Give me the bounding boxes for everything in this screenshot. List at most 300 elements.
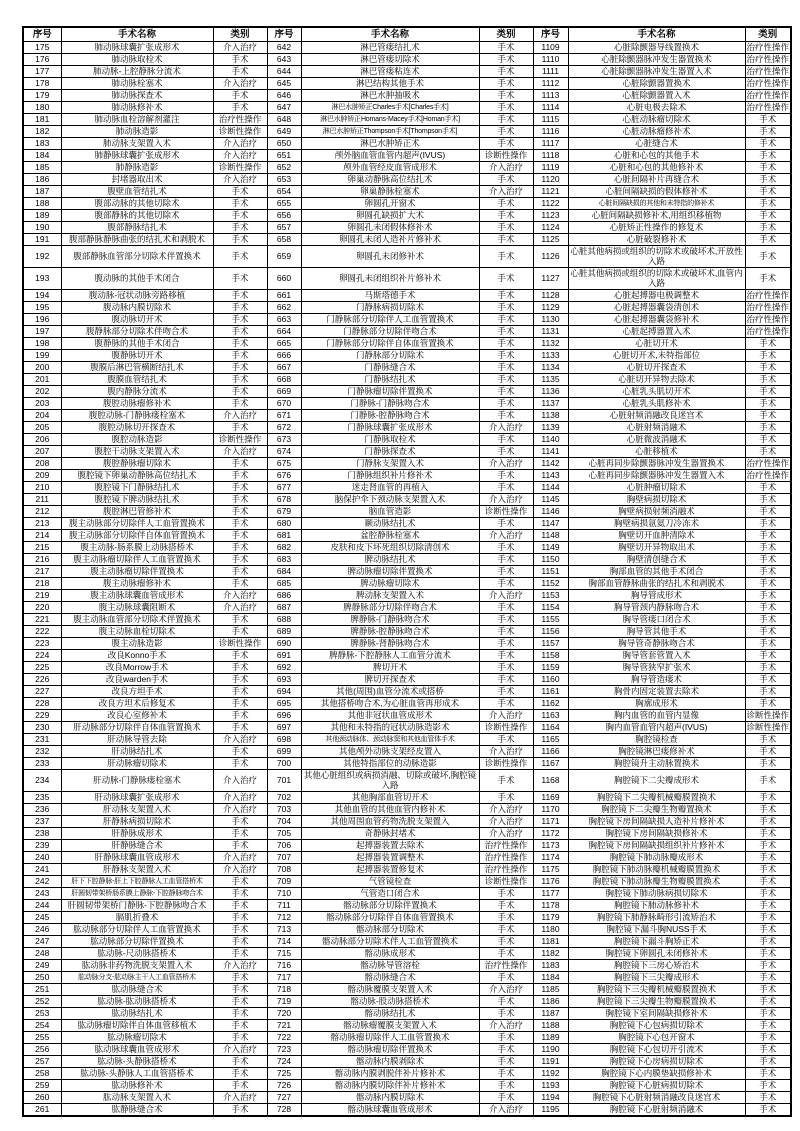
cell-procedure-name: 腹部动脉的其他切除术 (61, 198, 213, 210)
cell-procedure-name: 胸腔镜下三尖瓣成形术 (568, 972, 745, 984)
table-row (23, 386, 791, 398)
cell-category: 手术 (213, 948, 267, 960)
cell-procedure-name: 腹动脉内膜切除术 (61, 302, 213, 314)
cell-procedure-name: 改良warden手术 (61, 674, 213, 686)
cell-seq-number: 712 (267, 912, 301, 924)
table-row (23, 302, 791, 314)
cell-category: 诊断性操作 (479, 150, 533, 162)
cell-seq-number: 709 (267, 876, 301, 888)
cell-procedure-name: 心脏缝合术 (568, 138, 745, 150)
cell-category: 手术 (213, 698, 267, 710)
cell-seq-number: 707 (267, 852, 301, 864)
cell-category: 手术 (745, 816, 791, 828)
cell-category: 手术 (745, 434, 791, 446)
cell-category: 手术 (213, 686, 267, 698)
table-row (23, 1068, 791, 1080)
cell-category: 手术 (213, 338, 267, 350)
cell-procedure-name: 卵圆孔未闭组织补片修补术 (301, 268, 479, 290)
table-row (23, 150, 791, 162)
table-row (23, 722, 791, 734)
cell-procedure-name: 心脏破裂修补术 (568, 234, 745, 246)
cell-category: 手术 (213, 924, 267, 936)
cell-seq-number: 221 (23, 614, 61, 626)
cell-procedure-name: 心脏除颤器导线置换术 (568, 42, 745, 54)
cell-category: 手术 (479, 222, 533, 234)
cell-category: 治疗性操作 (479, 960, 533, 972)
cell-seq-number: 204 (23, 410, 61, 422)
cell-category: 手术 (745, 554, 791, 566)
cell-procedure-name: 胸壁病损射频消融术 (568, 506, 745, 518)
table-row (23, 210, 791, 222)
cell-seq-number: 656 (267, 210, 301, 222)
cell-seq-number: 1169 (533, 792, 568, 804)
cell-category: 治疗性操作 (746, 102, 790, 112)
cell-seq-number: 646 (267, 90, 301, 102)
cell-category: 手术 (745, 746, 791, 758)
cell-category: 手术 (213, 198, 267, 210)
cell-procedure-name: 腹内静脉分流术 (61, 386, 213, 398)
table-row (23, 518, 791, 530)
cell-category: 手术 (213, 996, 267, 1008)
cell-category: 手术 (213, 554, 267, 566)
cell-category: 手术 (745, 758, 791, 770)
cell-seq-number: 686 (267, 590, 301, 602)
cell-procedure-name: 髂动脉瘤切除伴置换术 (301, 1044, 479, 1056)
cell-seq-number: 1189 (533, 1032, 568, 1044)
cell-seq-number: 661 (267, 290, 301, 302)
cell-category: 手术 (479, 174, 533, 186)
cell-category: 手术 (745, 626, 791, 638)
cell-seq-number: 1154 (533, 602, 568, 614)
cell-seq-number: 188 (23, 198, 61, 210)
cell-procedure-name: 心脏肿瘤切除术 (568, 482, 745, 494)
cell-procedure-name: 胸腔镜下心包病损切除术 (568, 1020, 745, 1032)
cell-category: 手术 (479, 314, 533, 326)
cell-procedure-name: 胸腔镜下二尖瓣成形术 (568, 770, 745, 792)
cell-category: 介入治疗 (479, 422, 533, 434)
cell-procedure-name: 肺静脉造影 (61, 162, 213, 174)
cell-category: 手术 (213, 398, 267, 410)
cell-procedure-name: 改良Morrow手术 (61, 662, 213, 674)
cell-procedure-name: 肱动脉瘤切除术 (61, 1032, 213, 1044)
cell-seq-number: 259 (23, 1080, 61, 1092)
cell-procedure-name: 胸廓成形术 (568, 698, 745, 710)
table-row (23, 650, 791, 662)
cell-category: 治疗性操作 (746, 314, 790, 324)
cell-category: 手术 (479, 888, 533, 900)
table-row (23, 900, 791, 912)
cell-procedure-name: 脑保护伞下颈动脉支架置入术 (301, 494, 479, 506)
table-row (23, 792, 791, 804)
cell-procedure-name: 腹主动脉血管部分切除术伴置换术 (61, 614, 213, 626)
table-row (23, 758, 791, 770)
cell-procedure-name: 门静脉组织补片修补术 (301, 470, 479, 482)
table-row (23, 42, 791, 54)
cell-seq-number: 696 (267, 710, 301, 722)
cell-seq-number: 671 (267, 410, 301, 422)
cell-procedure-name: 肺动脉修补术 (61, 102, 213, 114)
cell-category: 手术 (745, 1008, 791, 1020)
cell-seq-number: 677 (267, 482, 301, 494)
cell-seq-number: 642 (267, 42, 301, 54)
cell-seq-number: 1193 (533, 1080, 568, 1092)
cell-seq-number: 672 (267, 422, 301, 434)
cell-procedure-name: 胸腔镜下漏斗胸矫正术 (568, 936, 745, 948)
cell-category: 手术 (213, 1080, 267, 1092)
cell-category: 手术 (213, 542, 267, 554)
cell-category: 手术 (745, 494, 791, 506)
table-row (23, 268, 791, 290)
cell-category: 介入治疗 (479, 458, 533, 470)
cell-procedure-name: 肱动脉-尺动脉搭桥术 (61, 948, 213, 960)
cell-procedure-name: 其他颈动脉体、颈动脉窦和其他血管体手术 (301, 734, 479, 746)
cell-procedure-name: 胸腔镜下卵圆孔未闭修补术 (568, 948, 745, 960)
table-row (23, 864, 791, 876)
cell-seq-number: 1109 (533, 42, 568, 54)
cell-category: 手术 (213, 722, 267, 734)
cell-category: 手术 (213, 530, 267, 542)
cell-category: 介入治疗 (479, 162, 533, 174)
cell-procedure-name: 腹部静脉结扎术 (61, 222, 213, 234)
cell-seq-number: 701 (267, 770, 301, 792)
cell-seq-number: 676 (267, 470, 301, 482)
cell-seq-number: 1160 (533, 674, 568, 686)
cell-seq-number: 183 (23, 138, 61, 150)
cell-seq-number: 195 (23, 302, 61, 314)
cell-procedure-name: 心脏起搏器囊袋清创术 (568, 302, 745, 314)
table-row (23, 554, 791, 566)
cell-category: 手术 (213, 626, 267, 638)
table-row (23, 698, 791, 710)
cell-category: 手术 (479, 554, 533, 566)
cell-category: 手术 (745, 268, 791, 290)
cell-procedure-name: 胸腔镜下二尖瓣生物瓣置换术 (568, 804, 745, 816)
cell-seq-number: 1112 (533, 78, 568, 90)
cell-procedure-name: 腹主动脉-肠系膜上动脉搭桥术 (61, 542, 213, 554)
cell-procedure-name: 肺动脉探查术 (61, 90, 213, 102)
header-row (23, 27, 791, 42)
cell-procedure-name: 脾静脉-下腔静脉人工血管分流术 (301, 650, 479, 662)
column-header: 类别 (213, 27, 267, 42)
cell-procedure-name: 迷走肾血管的再植入 (301, 482, 479, 494)
cell-category: 手术 (745, 960, 791, 972)
cell-category: 介入治疗 (479, 590, 533, 602)
cell-seq-number: 243 (23, 888, 61, 900)
cell-procedure-name: 肝静脉缝合术 (61, 840, 213, 852)
cell-category: 手术 (479, 198, 533, 210)
cell-category: 介入治疗 (213, 174, 267, 186)
cell-procedure-name: 心脏乳头肌修补术 (568, 398, 745, 410)
cell-procedure-name: 肝下下腔静脉-肝上下腔静脉人工血管搭桥术 (61, 876, 213, 888)
cell-category: 手术 (213, 458, 267, 470)
cell-seq-number: 1163 (533, 710, 568, 722)
cell-category: 手术 (745, 936, 791, 948)
table-row (23, 816, 791, 828)
cell-procedure-name: 胸腔镜下心包开窗术 (568, 1032, 745, 1044)
cell-seq-number: 718 (267, 984, 301, 996)
cell-category: 手术 (745, 852, 791, 864)
cell-seq-number: 722 (267, 1032, 301, 1044)
cell-procedure-name: 其他周围血管药物洗脱支架置入 (301, 816, 479, 828)
cell-category: 手术 (479, 650, 533, 662)
table-row (23, 314, 791, 326)
cell-category: 手术 (479, 398, 533, 410)
cell-procedure-name: 胸腔镜下二尖瓣机械瓣膜置换术 (568, 792, 745, 804)
table-row (23, 936, 791, 948)
cell-category: 介入治疗 (213, 770, 267, 792)
cell-category: 手术 (745, 386, 791, 398)
cell-seq-number: 238 (23, 828, 61, 840)
cell-seq-number: 663 (267, 314, 301, 326)
cell-procedure-name: 其他和未特指的冠状动脉造影术 (301, 722, 479, 734)
cell-category: 手术 (745, 446, 791, 458)
cell-category: 手术 (745, 186, 791, 198)
cell-procedure-name: 腹主动脉部分切除伴自体血管置换术 (61, 530, 213, 542)
cell-category: 手术 (479, 470, 533, 482)
cell-category: 手术 (479, 602, 533, 614)
cell-procedure-name: 髂动脉-股动脉搭桥术 (301, 996, 479, 1008)
cell-category: 手术 (745, 674, 791, 686)
cell-seq-number: 664 (267, 326, 301, 338)
cell-procedure-name: 腹动脉切开术 (61, 314, 213, 326)
table-row (23, 912, 791, 924)
cell-category: 手术 (213, 1056, 267, 1068)
cell-seq-number: 1129 (533, 302, 568, 314)
cell-procedure-name: 改良方坦手术 (61, 686, 213, 698)
cell-seq-number: 184 (23, 150, 61, 162)
cell-category: 手术 (479, 936, 533, 948)
cell-procedure-name: 盆腔静脉栓塞术 (301, 530, 479, 542)
cell-seq-number: 678 (267, 494, 301, 506)
cell-seq-number: 1141 (533, 446, 568, 458)
cell-seq-number: 720 (267, 1008, 301, 1020)
cell-seq-number: 650 (267, 138, 301, 150)
cell-seq-number: 1134 (533, 362, 568, 374)
cell-category: 手术 (745, 590, 791, 602)
cell-seq-number: 724 (267, 1056, 301, 1068)
cell-seq-number: 697 (267, 722, 301, 734)
cell-category: 介入治疗 (479, 746, 533, 758)
cell-seq-number: 1135 (533, 374, 568, 386)
cell-procedure-name: 气管镜检查 (301, 876, 479, 888)
column-header: 序号 (23, 27, 61, 42)
cell-category: 手术 (213, 650, 267, 662)
cell-procedure-name: 腹腔动脉造影 (61, 434, 213, 446)
cell-seq-number: 665 (267, 338, 301, 350)
cell-procedure-name: 胸腔镜下心包切开引流术 (568, 1044, 745, 1056)
cell-seq-number: 706 (267, 840, 301, 852)
cell-category: 手术 (213, 900, 267, 912)
cell-procedure-name: 腹部静脉血管部分切除术伴置换术 (61, 246, 213, 268)
cell-category: 治疗性操作 (479, 840, 533, 852)
cell-category: 治疗性操作 (746, 66, 790, 76)
cell-procedure-name: 心脏电极去除术 (568, 102, 745, 114)
cell-procedure-name: 其他特指部位的动脉造影 (301, 758, 479, 770)
table-row (23, 470, 791, 482)
cell-seq-number: 215 (23, 542, 61, 554)
table-row (23, 770, 791, 792)
cell-seq-number: 254 (23, 1020, 61, 1032)
cell-procedure-name: 胸部血管静脉曲张的结扎术和剥脱术 (568, 578, 745, 590)
cell-seq-number: 236 (23, 804, 61, 816)
cell-category: 诊断性操作 (213, 434, 267, 446)
cell-procedure-name: 髂动脉部分切除伴自体血管置换术 (301, 912, 479, 924)
cell-procedure-name: 颅外脑血管血管内超声(IVUS) (301, 150, 479, 162)
cell-category: 介入治疗 (213, 1044, 267, 1056)
cell-procedure-name: 肱动脉部分切除伴人工血管置换术 (61, 924, 213, 936)
cell-category: 手术 (479, 1008, 533, 1020)
cell-procedure-name: 肺动脉取栓术 (61, 54, 213, 66)
table-row (23, 662, 791, 674)
cell-category: 介入治疗 (479, 186, 533, 198)
cell-procedure-name: 胸导管瘘口闭合术 (568, 614, 745, 626)
cell-category: 手术 (745, 222, 791, 234)
cell-seq-number: 700 (267, 758, 301, 770)
cell-category: 诊断性操作 (479, 506, 533, 518)
cell-procedure-name: 肝动脉部分切除伴自体血管置换术 (61, 722, 213, 734)
table-row (23, 66, 791, 78)
cell-seq-number: 239 (23, 840, 61, 852)
cell-seq-number: 666 (267, 350, 301, 362)
cell-seq-number: 228 (23, 698, 61, 710)
cell-category: 手术 (213, 90, 267, 102)
table-header (23, 27, 791, 42)
cell-seq-number: 683 (267, 554, 301, 566)
cell-category: 手术 (213, 386, 267, 398)
cell-seq-number: 723 (267, 1044, 301, 1056)
cell-procedure-name: 改良方坦术后修复术 (61, 698, 213, 710)
cell-category: 手术 (745, 542, 791, 554)
cell-category: 诊断性操作 (479, 876, 533, 888)
cell-category: 手术 (745, 876, 791, 888)
cell-category: 手术 (213, 710, 267, 722)
table-row (23, 1008, 791, 1020)
cell-seq-number: 235 (23, 792, 61, 804)
table-row (23, 222, 791, 234)
cell-procedure-name: 封堵器取出术 (61, 174, 213, 186)
cell-seq-number: 644 (267, 66, 301, 78)
cell-category: 手术 (745, 518, 791, 530)
cell-category: 手术 (479, 792, 533, 804)
cell-category: 手术 (745, 482, 791, 494)
cell-procedure-name: 胸腔镜下房间隔缺损组织补片修补术 (568, 840, 745, 852)
table-row (23, 614, 791, 626)
cell-seq-number: 698 (267, 734, 301, 746)
table-row (23, 746, 791, 758)
cell-seq-number: 647 (267, 102, 301, 114)
cell-category: 手术 (213, 566, 267, 578)
cell-seq-number: 711 (267, 900, 301, 912)
cell-seq-number: 230 (23, 722, 61, 734)
cell-seq-number: 1155 (533, 614, 568, 626)
table-row (23, 804, 791, 816)
cell-seq-number: 693 (267, 674, 301, 686)
cell-seq-number: 205 (23, 422, 61, 434)
table-row (23, 638, 791, 650)
cell-category: 治疗性操作 (213, 114, 267, 126)
cell-category: 手术 (479, 410, 533, 422)
cell-procedure-name: 淋巴水肿矫正Homans-Macey手术[Homan手术] (301, 114, 479, 126)
cell-procedure-name: 胸腔镜下肺动脉瓣成形术 (568, 852, 745, 864)
cell-procedure-name: 胸导管造瘘术 (568, 674, 745, 686)
cell-seq-number: 247 (23, 936, 61, 948)
cell-category: 手术 (479, 386, 533, 398)
cell-category: 手术 (479, 374, 533, 386)
cell-procedure-name: 肱动脉-肱动脉搭桥术 (61, 996, 213, 1008)
cell-category: 手术 (479, 362, 533, 374)
cell-seq-number: 674 (267, 446, 301, 458)
cell-seq-number: 1137 (533, 398, 568, 410)
cell-seq-number: 193 (23, 268, 61, 290)
cell-seq-number: 687 (267, 602, 301, 614)
cell-category: 手术 (213, 222, 267, 234)
cell-procedure-name: 门静脉部分切除伴自体血管置换术 (301, 338, 479, 350)
cell-procedure-name: 胸腔镜下房间隔缺损修补术 (568, 828, 745, 840)
cell-procedure-name: 皮肤和皮下坏死组织切除清创术 (301, 542, 479, 554)
cell-category: 手术 (213, 302, 267, 314)
cell-procedure-name: 肱动脉支架置入术 (61, 1092, 213, 1104)
cell-procedure-name: 髂动脉部分切除伴置换术 (301, 900, 479, 912)
table-body (23, 42, 791, 1117)
cell-category: 手术 (745, 1104, 791, 1117)
cell-procedure-name: 胸腔镜下三房心矫治术 (568, 960, 745, 972)
cell-procedure-name: 卵圆孔开窗术 (301, 198, 479, 210)
column-header: 类别 (479, 27, 533, 42)
cell-seq-number: 690 (267, 638, 301, 650)
cell-category: 手术 (479, 210, 533, 222)
cell-procedure-name: 胸腔镜下心脏射频消融术 (568, 1104, 745, 1117)
cell-procedure-name: 胸壁病损切除术 (568, 494, 745, 506)
cell-seq-number: 212 (23, 506, 61, 518)
cell-category: 手术 (213, 374, 267, 386)
cell-procedure-name: 门静脉瘤切除伴置换术 (301, 386, 479, 398)
table-row (23, 78, 791, 90)
cell-category: 手术 (479, 1044, 533, 1056)
table-row (23, 828, 791, 840)
cell-category: 介入治疗 (213, 864, 267, 876)
cell-seq-number: 227 (23, 686, 61, 698)
cell-category: 介入治疗 (213, 78, 267, 90)
cell-category: 手术 (479, 290, 533, 302)
cell-seq-number: 695 (267, 698, 301, 710)
cell-procedure-name: 心脏微波消融术 (568, 434, 745, 446)
cell-seq-number: 1158 (533, 650, 568, 662)
cell-procedure-name: 心脏除颤器脉冲发生器置入术 (568, 66, 745, 78)
cell-seq-number: 178 (23, 78, 61, 90)
cell-category: 手术 (745, 686, 791, 698)
cell-procedure-name: 门静脉球囊扩张成形术 (301, 422, 479, 434)
table-row (23, 434, 791, 446)
cell-category: 手术 (479, 542, 533, 554)
cell-procedure-name: 髂动脉内膜剥脱伴补片修补术 (301, 1068, 479, 1080)
cell-seq-number: 1142 (533, 458, 568, 470)
cell-seq-number: 713 (267, 924, 301, 936)
cell-seq-number: 649 (267, 126, 301, 138)
cell-seq-number: 257 (23, 1056, 61, 1068)
column-header: 手术名称 (568, 27, 745, 42)
cell-procedure-name: 腹膜后淋巴管横断结扎术 (61, 362, 213, 374)
cell-category: 手术 (213, 888, 267, 900)
cell-category: 介入治疗 (213, 734, 267, 746)
cell-seq-number: 659 (267, 246, 301, 268)
cell-category: 手术 (745, 1092, 791, 1104)
cell-seq-number: 654 (267, 186, 301, 198)
cell-category: 手术 (745, 114, 791, 126)
cell-procedure-name: 其他心脏组织或病损消融、切除或破坏,胸腔镜入路 (301, 770, 479, 792)
cell-category: 手术 (479, 482, 533, 494)
cell-category: 治疗性操作 (746, 54, 790, 64)
cell-category: 手术 (479, 924, 533, 936)
